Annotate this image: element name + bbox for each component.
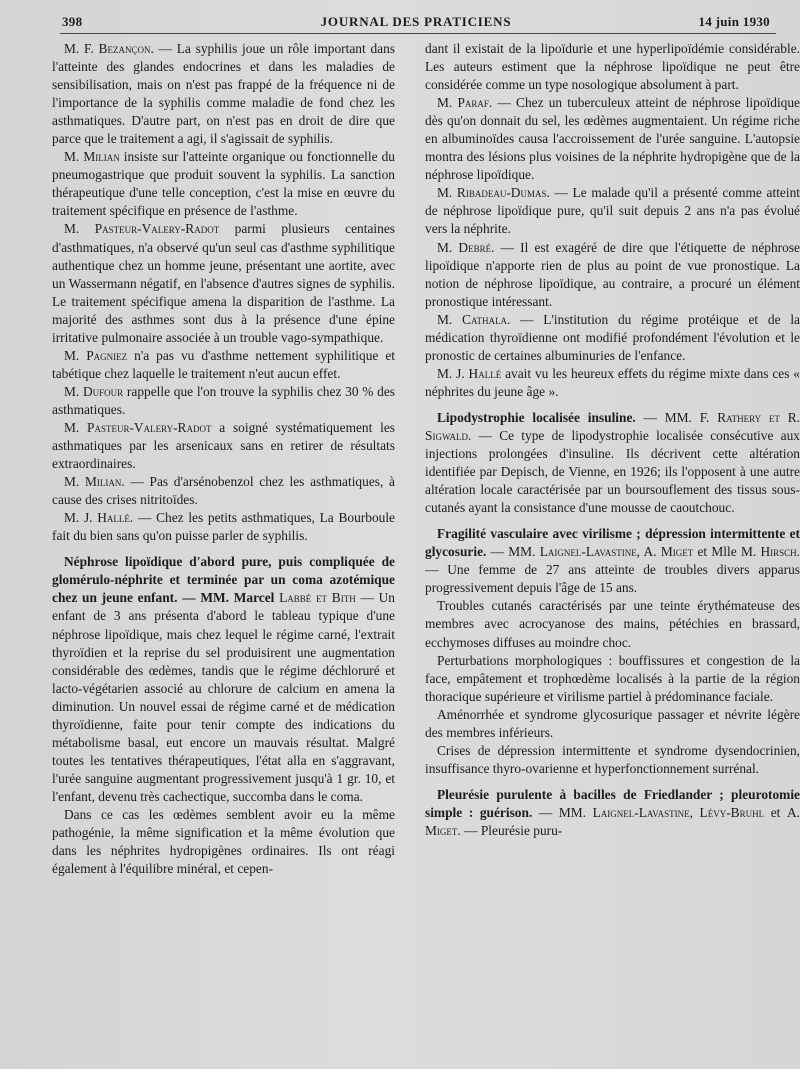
header-rule: [60, 33, 776, 34]
speaker: M. Ribadeau-Dumas.: [437, 185, 550, 201]
section-title: Pleurésie purulente à bacilles de Friedlander ; pleurotomie simple : guérison.: [425, 786, 800, 820]
speaker: M. J. Hallé.: [64, 510, 134, 526]
continuation-text: dant il existait de la lipoïdurie et une hyperlipoïdémie considérable. Les auteurs estiment que la néphrose lipoïdique ne peut être considérée comme un type nosologique absolument à part.: [425, 41, 800, 93]
paragraph-text: avait vu les heureux effets du régime mixte dans ces « néphrites du jeune âge ».: [425, 365, 800, 399]
paragraph: [52, 148, 395, 220]
page-number: 398: [62, 14, 83, 29]
authors-joiner: et: [764, 804, 787, 820]
paragraph: [425, 365, 800, 401]
speaker: M. F. Bezançon.: [64, 41, 154, 56]
paragraph: [52, 40, 395, 148]
authors: F. Rathery et R. Sigwald.: [425, 409, 800, 443]
authors: Labbé et Bith: [279, 590, 356, 606]
paragraph-text: — L'institution du régime protéique et de la médication thyroïdienne ont modifié profondément l'évolution et le pronostic de certaines albuminuries de l'enfance.: [425, 311, 800, 363]
paragraph: [425, 311, 800, 365]
journal-title: JOURNAL DES PRATICIENS: [320, 14, 512, 29]
paragraph-text: n'a pas vu d'asthme nettement syphilitique et tabétique chez laquelle le traitement n'eut aucun effet.: [52, 347, 395, 381]
authors-prefix: — MM.: [532, 804, 593, 820]
paragraph-text: — Chez un tuberculeux atteint de néphrose lipoïdique dès qu'on donnait du sel, les œdèmes augmentaient. Un régime riche en albuminoïdes causa l'accroissement de l'urée sanguine. L'autopsie montra des lésions plus voisines de la néphrite hydropigène que de la néphrose lipoïdique.: [425, 95, 800, 183]
authors-prefix: — MM.: [635, 409, 700, 425]
paragraph: Aménorrhée et syndrome glycosurique passager et névrite légère des membres inférieurs.: [425, 706, 800, 740]
section-fragilite: [425, 525, 800, 597]
speaker: M. Cathala.: [437, 311, 511, 327]
right-column: [425, 40, 800, 840]
paragraph: Dans ce cas les œdèmes semblent avoir eu la même pathogénie, la même signification et la même évolution que dans les néphrites hydropigènes ordinaires. Ils ont réagi également à l'équilibre minéral, et cepen-: [52, 806, 395, 877]
authors-joiner: et Mlle: [693, 544, 741, 560]
section-text: — Un enfant de 3 ans présenta d'abord le tableau typique d'une néphrose lipoïdique, mais chez lequel le régime carné, l'extrait thyroïdien et la reprise du sel produisirent une augmentation considérable des œdèmes, tandis que le régime déchloruré et lacto-végétarien associé au chlorure de calcium en amena la diminution. Un nouvel essai de régime carné et de médication thyroïdienne, faite pour tenir compte des indications du métabolisme basal, eut encore un mauvais résultat. Malgré toutes les tentatives thérapeutiques, l'état alla en s'aggravant, l'urée sanguine augmentant progressivement jusqu'à 1 gr. 10, et l'enfant, devenu très cachectique, succomba dans le coma.: [52, 590, 395, 804]
paragraph: [425, 184, 800, 238]
paragraph: [52, 220, 395, 346]
paragraph: Crises de dépression intermittente et syndrome dysendocrinien, insuffisance thyro-ovarienne et hyperfonctionnement surrénal.: [425, 742, 800, 776]
authors: Laignel-Lavastine, Lévy-Bruhl: [592, 804, 765, 820]
paragraph-text: — Pas d'arsénobenzol chez les asthmatiques, à cause des crises nitritoïdes.: [52, 474, 395, 508]
speaker: M. Pasteur-Valery-Radot: [64, 419, 212, 435]
paragraph-text: — Il est exagéré de dire que l'étiquette de néphrose lipoïdique n'apporte rien de plus au point de vue pronostique. La notion de néphrose lipoïdique, au contraire, a procuré un élément pronostique intéressant.: [425, 239, 800, 309]
speaker: M. Debré.: [437, 239, 495, 255]
paragraph-text: rappelle que l'on trouve la syphilis chez 30 % des asthmatiques.: [52, 383, 395, 417]
speaker: M. Pasteur-Valery-Radot: [64, 221, 220, 237]
section-text: — Pleurésie puru-: [460, 822, 563, 838]
section-title: Fragilité vasculaire avec virilisme ; dépression intermittente et glycosurie.: [425, 526, 800, 560]
speaker: M. Pagniez: [64, 347, 128, 363]
issue-date: 14 juin 1930: [698, 14, 770, 29]
speaker: M. Dufour: [64, 383, 124, 399]
paragraph-text: — Chez les petits asthmatiques, La Bourboule fait du bien sans qu'on puisse parler de syphilis.: [52, 510, 395, 544]
paragraph: [425, 239, 800, 311]
section-lipodystrophie: [425, 409, 800, 517]
section-pleuresie: [425, 786, 800, 840]
left-column: [52, 40, 395, 878]
speaker: M. J. Hallé: [437, 365, 502, 381]
paragraph-text: — Le malade qu'il a présenté comme atteint de néphrose lipoïdique pure, qu'il suit depuis 2 ans n'a pas évolué vers la néphrite.: [425, 185, 800, 237]
section-text: — Ce type de lipodystrophie localisée consécutive aux injections prolongées d'insuline. Ils décrivent cette altération identifiée par Depisch, de Vienne, en 1926; ils l'opposent à une autre altération locale caractérisée par un boursouflement des tissus sous-cutanés ayant la consistance d'une mousse de caoutchouc.: [425, 427, 800, 516]
paragraph-text: a soigné systématiquement les asthmatiques par les arsenicaux sans en retirer de résultats extraordinaires.: [52, 419, 395, 472]
section-text: — Une femme de 27 ans atteinte de troubles divers apparus progressivement depuis l'âge de 15 ans.: [425, 562, 800, 596]
section-title: Lipodystrophie localisée insuline.: [437, 409, 636, 425]
authors-prefix: — MM.: [486, 544, 540, 560]
paragraph: [52, 509, 395, 545]
paragraph-text: — La syphilis joue un rôle important dans l'atteinte des glandes endocrines et dans les maladies de sensibilisation, mais on n'est pas frappé de la fréquence ni de l'importance de la syphilis comme maladie de fond chez les asthmatiques. D'autre part, on n'est pas en droit de dire que parce que le traitement a agi, il s'agissait de syphilis.: [52, 41, 395, 147]
page-header: [62, 12, 770, 34]
paragraph-text: insiste sur l'atteinte organique ou fonctionnelle du pneumogastrique que produit souvent la syphilis. La sanction thérapeutique d'une telle conception, c'est la mise en œuvre du traitement spécifique en présence de l'asthme.: [52, 149, 395, 219]
paragraph: [52, 383, 395, 419]
paragraph: Troubles cutanés caractérisés par une teinte érythémateuse des membres avec acrocyanose des mains, pétéchies en brassard, ecchymoses diffuses au moindre choc.: [425, 598, 800, 650]
speaker: M. Milian: [64, 149, 120, 165]
speaker: M. Milian.: [64, 474, 125, 490]
paragraph-text: parmi plusieurs centaines d'asthmatiques, n'a observé qu'un seul cas d'asthme syphilitique authentique chez un homme jeune, présentant une aortite, avec un Wassermann négatif, en l'absence d'autres signes de syphilis. Le traitement spécifique amena la disparition de l'asthme. La majorité des asthmes sont dus à la présence d'une épine irritative pulmonaire associée à un trouble vago-sympathique.: [52, 221, 395, 345]
paragraph: Perturbations morphologiques : bouffissures et congestion de la face, empâtement et trophœdème localisés à la partie de la région thoracique supérieure et virilisme partiel à prédominance faciale.: [425, 652, 800, 704]
authors-2: M. Hirsch.: [740, 544, 800, 560]
section-title: Néphrose lipoïdique d'abord pure, puis compliquée de glomérulo-néphrite et terminée par un coma azotémique chez un jeune enfant.: [52, 554, 395, 606]
authors-2: A. Miget.: [425, 804, 800, 838]
authors: Laignel-Lavastine, A. Miget: [539, 544, 694, 560]
paragraph: [52, 419, 395, 473]
paragraph: [52, 473, 395, 509]
section-nephrose: [52, 553, 395, 806]
paragraph: [425, 94, 800, 184]
authors-prefix: — MM. Marcel: [177, 590, 280, 606]
paragraph: [52, 347, 395, 383]
speaker: M. Paraf.: [437, 95, 493, 111]
